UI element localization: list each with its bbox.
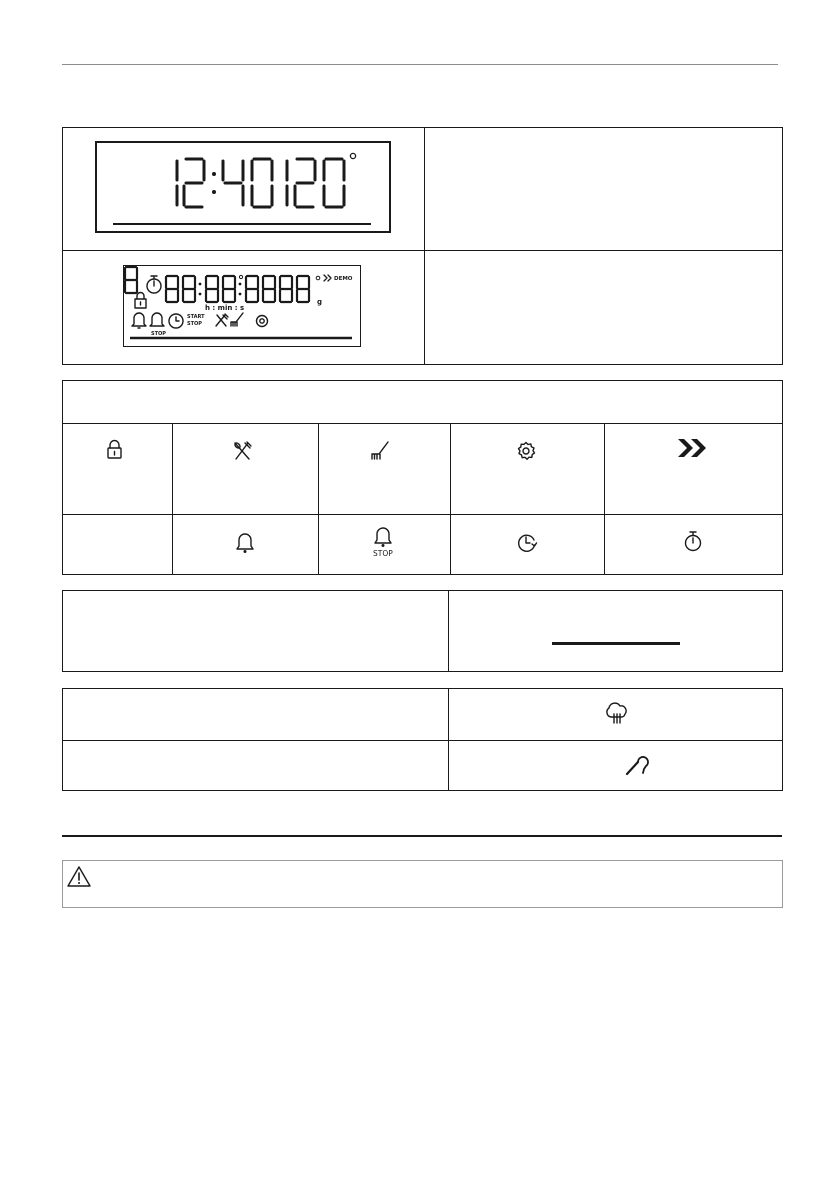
lcd-start-label: START <box>187 314 205 320</box>
steam-table-row-divider <box>62 740 783 741</box>
bell-stop-icon <box>371 527 395 557</box>
lcd-units-label: h : min : s <box>205 304 245 312</box>
indicator-col-1 <box>172 423 173 575</box>
indicator-col-2 <box>318 423 319 575</box>
display-a-time <box>177 159 272 207</box>
header-rule <box>62 64 778 65</box>
warning-triangle-icon <box>66 865 92 889</box>
display-a-temperature <box>287 153 356 207</box>
lock-icon <box>106 441 124 459</box>
display-table-row-divider <box>62 250 783 251</box>
display-b <box>123 265 361 347</box>
indicator-col-4 <box>604 423 605 575</box>
bar-table-divider <box>448 590 449 672</box>
display-a-graphic <box>97 143 389 231</box>
display-a <box>95 141 391 233</box>
lcd-bell-stop-icon <box>150 313 166 337</box>
indicator-table-row-divider <box>62 514 783 515</box>
warning-box <box>62 860 783 908</box>
fork-spoon-icon <box>233 441 253 461</box>
indicator-col-3 <box>450 423 451 575</box>
indicator-table-header-divider <box>62 423 783 424</box>
lcd-timer-icon <box>147 276 161 293</box>
lcd-digits <box>125 267 137 293</box>
indicator-table <box>62 380 783 575</box>
steam-icon <box>604 703 630 727</box>
section-rule <box>62 835 782 837</box>
lcd-stop-label: STOP <box>187 321 202 327</box>
lcd-brush-icon <box>231 313 243 326</box>
probe-icon <box>625 752 651 778</box>
double-chevron-icon <box>676 438 710 458</box>
timer-icon <box>683 529 705 553</box>
lcd-demo-label: DEMO <box>334 276 353 282</box>
cleaning-brush-icon <box>370 441 390 461</box>
segment-bar <box>552 642 680 645</box>
bar-table <box>62 590 783 672</box>
lcd-lock-icon <box>135 293 146 309</box>
bell-stop-label: STOP <box>373 549 393 558</box>
display-table-divider <box>424 127 425 365</box>
display-b-graphic <box>124 266 360 346</box>
bell-icon <box>235 532 255 554</box>
lcd-end-time-icon <box>169 314 183 328</box>
lcd-digit-row <box>166 276 309 302</box>
lcd-fork-spoon-icon <box>216 314 228 326</box>
lcd-bell-icon <box>132 313 146 328</box>
lcd-bell-stop-label: STOP <box>151 331 166 337</box>
lcd-gear-icon <box>257 316 268 327</box>
end-time-icon <box>516 532 538 554</box>
gear-icon <box>516 441 536 461</box>
lcd-gram-unit: g <box>317 298 323 306</box>
